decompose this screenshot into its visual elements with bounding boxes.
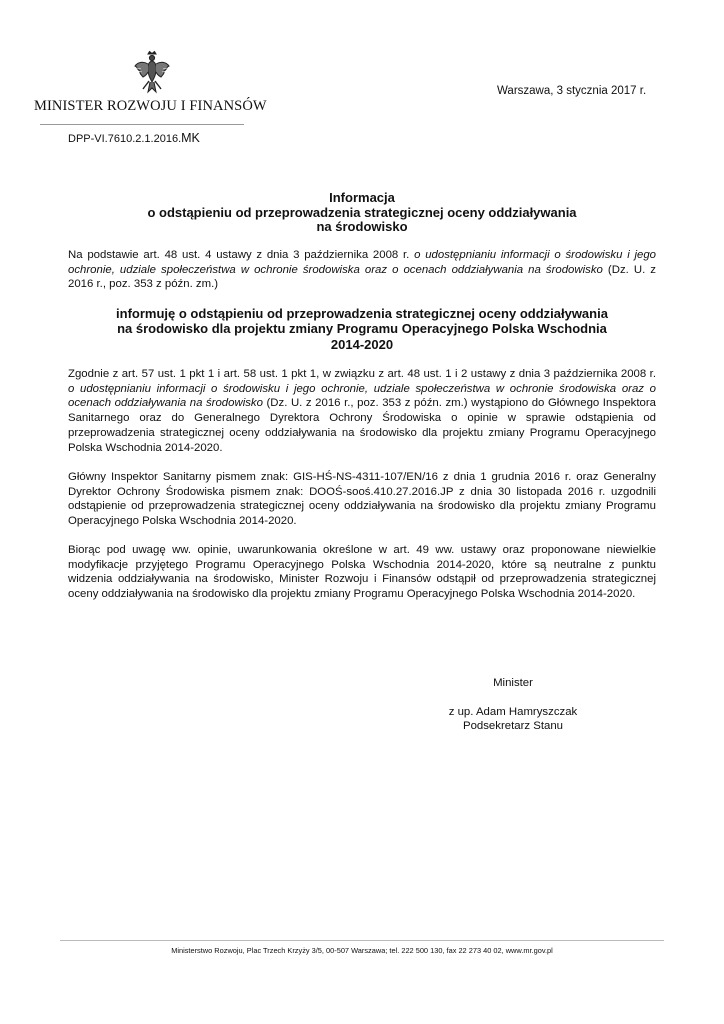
- announcement-heading: [68, 306, 656, 352]
- reference-number: [68, 131, 200, 145]
- paragraph-2-continuation: (Dz. U. z 2016 r., poz. 353 z późn. zm.) wystąpiono do Głównego Inspektora Sanitarnego oraz do Generalnego Dyrektora Ochrony Środowiska o opinie w sprawie odstąpienia od przeprowadzenia strategicznej oceny oddziaływania na środowisko dla projektu zmiany Programu Operacyjnego Polska Wschodnia 2014-2020.: [68, 397, 656, 454]
- title-line-2: o odstąpieniu od przeprowadzenia strategicznej oceny oddziaływania: [147, 204, 577, 220]
- paragraph-2-act-title: o udostępnianiu informacji o środowisku i jego ochronie, udziale społeczeństwa w ochronie środowiska oraz o ocenach oddziaływania na środowisko: [68, 382, 656, 410]
- paragraph-procedure: [68, 367, 656, 455]
- paragraph-2-text: Zgodnie z art. 57 ust. 1 pkt 1 i art. 58 ust. 1 pkt 1, w związku z art. 48 ust. 1 i 2 ustawy z dnia 3 października 2008 r.: [68, 368, 656, 380]
- document-title: [68, 191, 656, 235]
- title-line-3: na środowisko: [316, 219, 408, 234]
- paragraph-1-citation: (Dz. U. z 2016 r., poz. 353 z późn. zm.): [68, 263, 656, 291]
- institution-name: MINISTER ROZWOJU I FINANSÓW: [34, 98, 267, 114]
- polish-eagle-emblem-icon: [134, 50, 170, 94]
- document-date: Warszawa, 3 stycznia 2017 r.: [497, 85, 647, 97]
- announcement-line-3: 2014-2020: [330, 336, 394, 352]
- footer-contact: Ministerstwo Rozwoju, Plac Trzech Krzyży 3/5, 00-507 Warszawa; tel. 222 500 130, fax 22 273 40 02, www.mr.gov.pl: [171, 946, 553, 955]
- signature-position: Podsekretarz Stanu: [462, 720, 564, 732]
- announcement-line-2: na środowisko dla projektu zmiany Programu Operacyjnego Polska Wschodnia: [117, 321, 607, 337]
- header-divider: [40, 124, 244, 125]
- paragraph-legal-basis: [68, 248, 656, 292]
- title-line-1: Informacja: [329, 190, 395, 205]
- reference-suffix: MK: [181, 131, 200, 145]
- paragraph-opinions: Główny Inspektor Sanitarny pismem znak: GIS-HŚ-NS-4311-107/EN/16 z dnia 1 grudnia 2016 r. oraz Generalny Dyrektor Ochrony Środowiska pismem znak: DOOŚ-sooś.410.27.2016.JP z dnia 30 listopada 2016 r. uzgodnili odstąpienie od przeprowadzenia strategicznej oceny oddziaływania na środowisko dla projektu zmiany Programu Operacyjnego Polska Wschodnia 2014-2020.: [68, 471, 656, 528]
- paragraph-1-text: Na podstawie art. 48 ust. 4 ustawy z dnia 3 października 2008 r.: [68, 249, 415, 261]
- paragraph-decision: Biorąc pod uwagę ww. opinie, uwarunkowania określone w art. 49 ww. ustawy oraz proponowane niewielkie modyfikacje przyjętego Programu Operacyjnego Polska Wschodnia 2014-2020, które są neutralne z punktu widzenia oddziaływania na środowisko, Minister Rozwoju i Finansów odstąpił od przeprowadzenia strategicznej oceny oddziaływania na środowisko dla projektu zmiany Programu Operacyjnego Polska Wschodnia 2014-2020.: [68, 544, 656, 601]
- signature-name: z up. Adam Hamryszczak: [448, 706, 578, 718]
- reference-main: DPP-VI.7610.2.1.2016.: [68, 133, 182, 145]
- footer-divider: [60, 940, 664, 941]
- paragraph-1-act-title: o udostępnianiu informacji o środowisku i jego ochronie, udziale społeczeństwa w ochronie środowiska oraz o ocenach oddziaływania na środowisko: [68, 249, 657, 276]
- signature-title: Minister: [493, 677, 533, 689]
- announcement-line-1: informuję o odstąpieniu od przeprowadzenia strategicznej oceny oddziaływania: [116, 306, 608, 321]
